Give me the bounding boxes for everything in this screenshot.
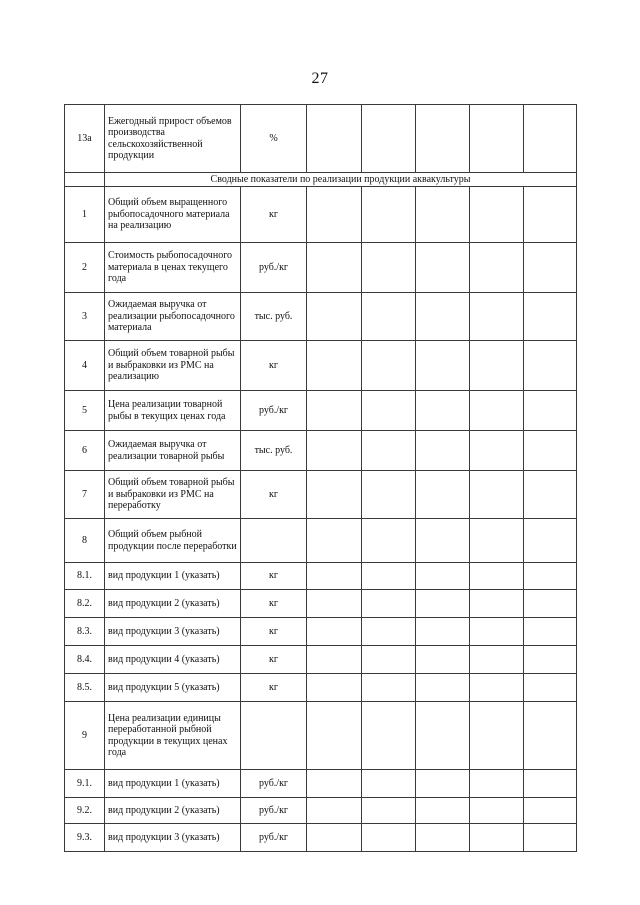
value-cell[interactable] bbox=[524, 702, 577, 770]
row-number: 8.1. bbox=[65, 563, 105, 590]
row-number: 6 bbox=[65, 431, 105, 471]
value-cell[interactable] bbox=[416, 391, 470, 431]
value-cell[interactable] bbox=[362, 798, 416, 824]
value-cell[interactable] bbox=[470, 646, 524, 674]
indicator-name: Общий объем выращенного рыбопосадочного материала на реализацию bbox=[105, 187, 241, 243]
value-cell[interactable] bbox=[416, 471, 470, 519]
table-row bbox=[65, 563, 577, 590]
table-row bbox=[65, 431, 577, 471]
value-cell[interactable] bbox=[362, 519, 416, 563]
indicator-name: вид продукции 3 (указать) bbox=[105, 824, 241, 852]
value-cell[interactable] bbox=[416, 770, 470, 798]
table-row bbox=[65, 824, 577, 852]
table-row bbox=[65, 471, 577, 519]
value-cell[interactable] bbox=[362, 563, 416, 590]
value-cell[interactable] bbox=[307, 798, 362, 824]
table-row bbox=[65, 674, 577, 702]
unit-cell bbox=[241, 702, 307, 770]
value-cell[interactable] bbox=[362, 341, 416, 391]
value-cell[interactable] bbox=[307, 674, 362, 702]
value-cell[interactable] bbox=[470, 187, 524, 243]
value-cell[interactable] bbox=[307, 243, 362, 293]
value-cell[interactable] bbox=[470, 824, 524, 852]
unit-cell: кг bbox=[241, 618, 307, 646]
table-row bbox=[65, 341, 577, 391]
table-row bbox=[65, 770, 577, 798]
table-row bbox=[65, 646, 577, 674]
value-cell[interactable] bbox=[524, 798, 577, 824]
unit-cell: руб./кг bbox=[241, 798, 307, 824]
value-cell[interactable] bbox=[307, 590, 362, 618]
value-cell[interactable] bbox=[524, 471, 577, 519]
value-cell[interactable] bbox=[470, 105, 524, 173]
table-row bbox=[65, 391, 577, 431]
value-cell[interactable] bbox=[416, 590, 470, 618]
value-cell[interactable] bbox=[470, 618, 524, 646]
value-cell[interactable] bbox=[416, 824, 470, 852]
row-number: 7 bbox=[65, 471, 105, 519]
value-cell[interactable] bbox=[362, 391, 416, 431]
row-number: 8 bbox=[65, 519, 105, 563]
value-cell[interactable] bbox=[470, 702, 524, 770]
table-row bbox=[65, 187, 577, 243]
indicator-name: вид продукции 2 (указать) bbox=[105, 590, 241, 618]
value-cell[interactable] bbox=[307, 105, 362, 173]
value-cell[interactable] bbox=[416, 341, 470, 391]
value-cell[interactable] bbox=[362, 105, 416, 173]
value-cell[interactable] bbox=[416, 105, 470, 173]
table-row bbox=[65, 293, 577, 341]
unit-cell: кг bbox=[241, 341, 307, 391]
value-cell[interactable] bbox=[524, 391, 577, 431]
value-cell[interactable] bbox=[470, 519, 524, 563]
indicator-name: Стоимость рыбопосадочного материала в ценах текущего года bbox=[105, 243, 241, 293]
value-cell[interactable] bbox=[362, 293, 416, 341]
value-cell[interactable] bbox=[416, 293, 470, 341]
indicator-name: вид продукции 2 (указать) bbox=[105, 798, 241, 824]
section-header-row bbox=[65, 173, 577, 187]
unit-cell: кг bbox=[241, 646, 307, 674]
value-cell[interactable] bbox=[524, 590, 577, 618]
unit-cell: кг bbox=[241, 563, 307, 590]
table-row bbox=[65, 519, 577, 563]
table-row bbox=[65, 590, 577, 618]
value-cell[interactable] bbox=[362, 674, 416, 702]
value-cell[interactable] bbox=[307, 471, 362, 519]
row-number: 13a bbox=[65, 105, 105, 173]
value-cell[interactable] bbox=[524, 618, 577, 646]
value-cell[interactable] bbox=[524, 646, 577, 674]
indicator-name: вид продукции 5 (указать) bbox=[105, 674, 241, 702]
row-number: 8.5. bbox=[65, 674, 105, 702]
row-number: 9.3. bbox=[65, 824, 105, 852]
table-row bbox=[65, 105, 577, 173]
value-cell[interactable] bbox=[470, 471, 524, 519]
indicators-table bbox=[64, 104, 577, 852]
value-cell[interactable] bbox=[416, 187, 470, 243]
indicator-name: Общий объем товарной рыбы и выбраковки из РМС на переработку bbox=[105, 471, 241, 519]
table-row bbox=[65, 243, 577, 293]
value-cell[interactable] bbox=[416, 563, 470, 590]
unit-cell: руб./кг bbox=[241, 770, 307, 798]
value-cell[interactable] bbox=[470, 293, 524, 341]
indicator-name: Цена реализации товарной рыбы в текущих ценах года bbox=[105, 391, 241, 431]
value-cell[interactable] bbox=[416, 243, 470, 293]
value-cell[interactable] bbox=[470, 590, 524, 618]
value-cell[interactable] bbox=[524, 824, 577, 852]
value-cell[interactable] bbox=[416, 674, 470, 702]
row-number: 2 bbox=[65, 243, 105, 293]
value-cell[interactable] bbox=[524, 105, 577, 173]
value-cell[interactable] bbox=[470, 674, 524, 702]
section-empty-cell bbox=[65, 173, 105, 187]
row-number: 8.3. bbox=[65, 618, 105, 646]
value-cell[interactable] bbox=[307, 618, 362, 646]
row-number: 9 bbox=[65, 702, 105, 770]
value-cell[interactable] bbox=[524, 519, 577, 563]
unit-cell: тыс. руб. bbox=[241, 431, 307, 471]
value-cell[interactable] bbox=[524, 674, 577, 702]
value-cell[interactable] bbox=[524, 293, 577, 341]
value-cell[interactable] bbox=[470, 243, 524, 293]
indicator-name: Ежегодный прирост объемов производства сельскохозяйственной продукции bbox=[105, 105, 241, 173]
row-number: 8.2. bbox=[65, 590, 105, 618]
value-cell[interactable] bbox=[470, 770, 524, 798]
value-cell[interactable] bbox=[307, 187, 362, 243]
value-cell[interactable] bbox=[307, 563, 362, 590]
value-cell[interactable] bbox=[362, 702, 416, 770]
table-body bbox=[65, 105, 577, 852]
row-number: 3 bbox=[65, 293, 105, 341]
value-cell[interactable] bbox=[307, 293, 362, 341]
value-cell[interactable] bbox=[362, 243, 416, 293]
indicator-name: Ожидаемая выручка от реализации рыбопосадочного материала bbox=[105, 293, 241, 341]
unit-cell bbox=[241, 519, 307, 563]
value-cell[interactable] bbox=[470, 431, 524, 471]
value-cell[interactable] bbox=[362, 590, 416, 618]
value-cell[interactable] bbox=[362, 187, 416, 243]
value-cell[interactable] bbox=[524, 770, 577, 798]
value-cell[interactable] bbox=[307, 646, 362, 674]
value-cell[interactable] bbox=[362, 471, 416, 519]
value-cell[interactable] bbox=[416, 646, 470, 674]
value-cell[interactable] bbox=[307, 702, 362, 770]
value-cell[interactable] bbox=[470, 798, 524, 824]
value-cell[interactable] bbox=[524, 431, 577, 471]
unit-cell: руб./кг bbox=[241, 243, 307, 293]
indicator-name: вид продукции 4 (указать) bbox=[105, 646, 241, 674]
value-cell[interactable] bbox=[416, 431, 470, 471]
value-cell[interactable] bbox=[362, 824, 416, 852]
value-cell[interactable] bbox=[307, 431, 362, 471]
table-row bbox=[65, 618, 577, 646]
value-cell[interactable] bbox=[307, 824, 362, 852]
value-cell[interactable] bbox=[362, 770, 416, 798]
table-row bbox=[65, 702, 577, 770]
row-number: 4 bbox=[65, 341, 105, 391]
section-title: Сводные показатели по реализации продукции аквакультуры bbox=[105, 173, 577, 187]
indicator-name: Ожидаемая выручка от реализации товарной рыбы bbox=[105, 431, 241, 471]
indicator-name: Цена реализации единицы переработанной рыбной продукции в текущих ценах года bbox=[105, 702, 241, 770]
value-cell[interactable] bbox=[362, 618, 416, 646]
unit-cell: руб./кг bbox=[241, 391, 307, 431]
row-number: 8.4. bbox=[65, 646, 105, 674]
value-cell[interactable] bbox=[416, 618, 470, 646]
value-cell[interactable] bbox=[524, 187, 577, 243]
unit-cell: тыс. руб. bbox=[241, 293, 307, 341]
value-cell[interactable] bbox=[416, 798, 470, 824]
value-cell[interactable] bbox=[470, 563, 524, 590]
indicator-name: вид продукции 1 (указать) bbox=[105, 563, 241, 590]
value-cell[interactable] bbox=[362, 431, 416, 471]
value-cell[interactable] bbox=[416, 702, 470, 770]
value-cell[interactable] bbox=[470, 341, 524, 391]
row-number: 9.1. bbox=[65, 770, 105, 798]
indicator-name: вид продукции 1 (указать) bbox=[105, 770, 241, 798]
table-row bbox=[65, 798, 577, 824]
value-cell[interactable] bbox=[470, 391, 524, 431]
value-cell[interactable] bbox=[524, 563, 577, 590]
value-cell[interactable] bbox=[307, 519, 362, 563]
unit-cell: кг bbox=[241, 187, 307, 243]
indicator-name: Общий объем товарной рыбы и выбраковки из РМС на реализацию bbox=[105, 341, 241, 391]
value-cell[interactable] bbox=[416, 519, 470, 563]
value-cell[interactable] bbox=[307, 341, 362, 391]
row-number: 5 bbox=[65, 391, 105, 431]
row-number: 9.2. bbox=[65, 798, 105, 824]
value-cell[interactable] bbox=[524, 243, 577, 293]
value-cell[interactable] bbox=[307, 770, 362, 798]
value-cell[interactable] bbox=[307, 391, 362, 431]
row-number: 1 bbox=[65, 187, 105, 243]
unit-cell: % bbox=[241, 105, 307, 173]
unit-cell: кг bbox=[241, 674, 307, 702]
unit-cell: кг bbox=[241, 471, 307, 519]
value-cell[interactable] bbox=[524, 341, 577, 391]
unit-cell: кг bbox=[241, 590, 307, 618]
indicator-name: вид продукции 3 (указать) bbox=[105, 618, 241, 646]
page-number: 27 bbox=[311, 70, 329, 87]
indicator-name: Общий объем рыбной продукции после переработки bbox=[105, 519, 241, 563]
value-cell[interactable] bbox=[362, 646, 416, 674]
unit-cell: руб./кг bbox=[241, 824, 307, 852]
